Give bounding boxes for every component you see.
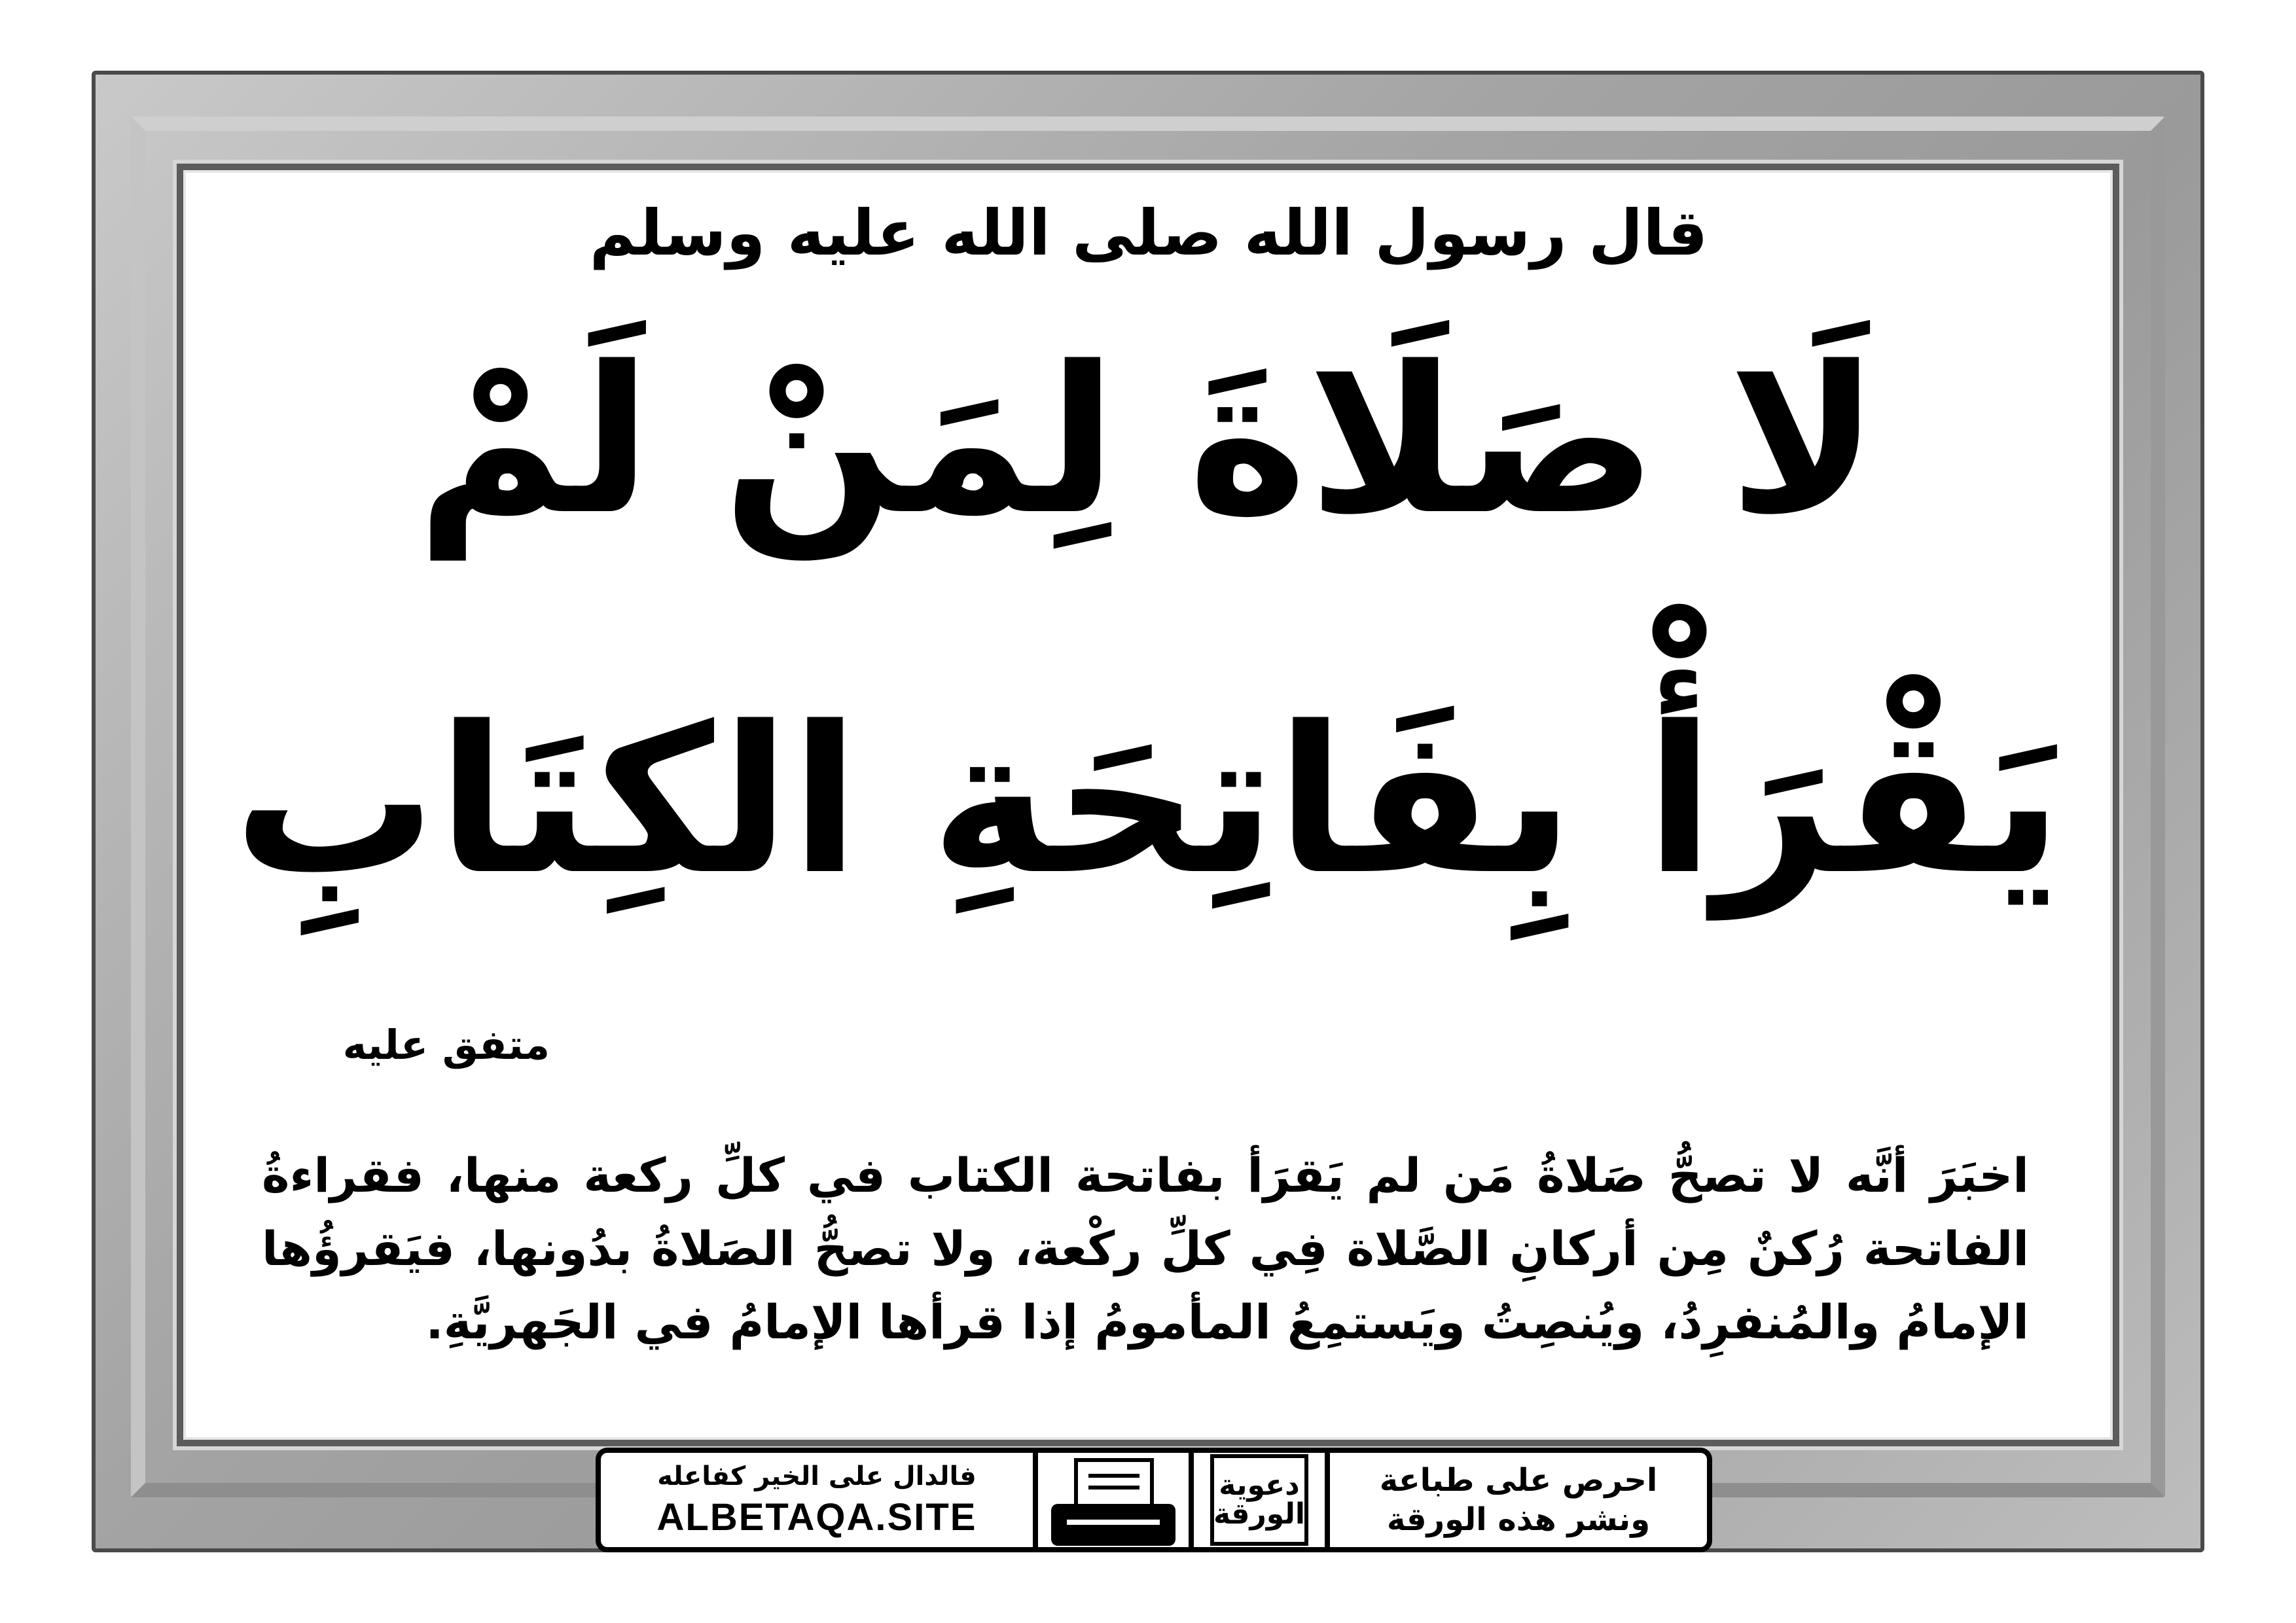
logo-text-bottom: الورقة xyxy=(1213,1497,1305,1531)
intro-line: قال رسول الله صلى الله عليه وسلم xyxy=(589,196,1708,270)
hadith-line-2: يَقْرَأْ بِفَاتِحَةِ الكِتَابِ xyxy=(233,683,2063,919)
hadith-attribution: متفق عليه xyxy=(342,1021,550,1069)
footer-cta-line-2: ونشر هذه الورقة xyxy=(1386,1501,1651,1538)
logo xyxy=(1194,1453,1330,1547)
footer-cta xyxy=(1330,1453,1707,1547)
footer-motto: فالدال على الخير كفاعله xyxy=(657,1461,977,1491)
printer-slot-shape xyxy=(1067,1520,1160,1525)
explanation-paragraph: اخبَرَ أنَّه لا تصحُّ صَلاةُ مَن لم يَقرَأ بفاتحة الكتاب في كلِّ ركعة منها، فقراءةُ الفاتحة رُكنٌ مِن أركانِ الصَّلاة فِي كلِّ ركْعة، ولا تصحُّ الصَلاةُ بدُونها، فيَقرؤُها الإمامُ والمُنفرِدُ، ويُنصِتُ ويَستمِعُ المأمومُ إذا قرأها الإمامُ في الجَهريَّةِ. xyxy=(262,1148,2029,1349)
printer-icon xyxy=(1038,1453,1194,1547)
footer-site-link[interactable]: ALBETAQA.SITE xyxy=(656,1495,977,1539)
footer-site-block xyxy=(601,1453,1038,1547)
hadith-line-1: لَا صَلَاةَ لِمَنْ لَمْ xyxy=(416,323,1880,560)
printer-body-shape xyxy=(1051,1504,1175,1546)
logo-mark xyxy=(1210,1454,1308,1546)
footer-cta-line-1: احرص على طباعة xyxy=(1379,1462,1658,1499)
footer-banner xyxy=(596,1448,1712,1552)
logo-text-top: دعوية xyxy=(1219,1469,1300,1502)
